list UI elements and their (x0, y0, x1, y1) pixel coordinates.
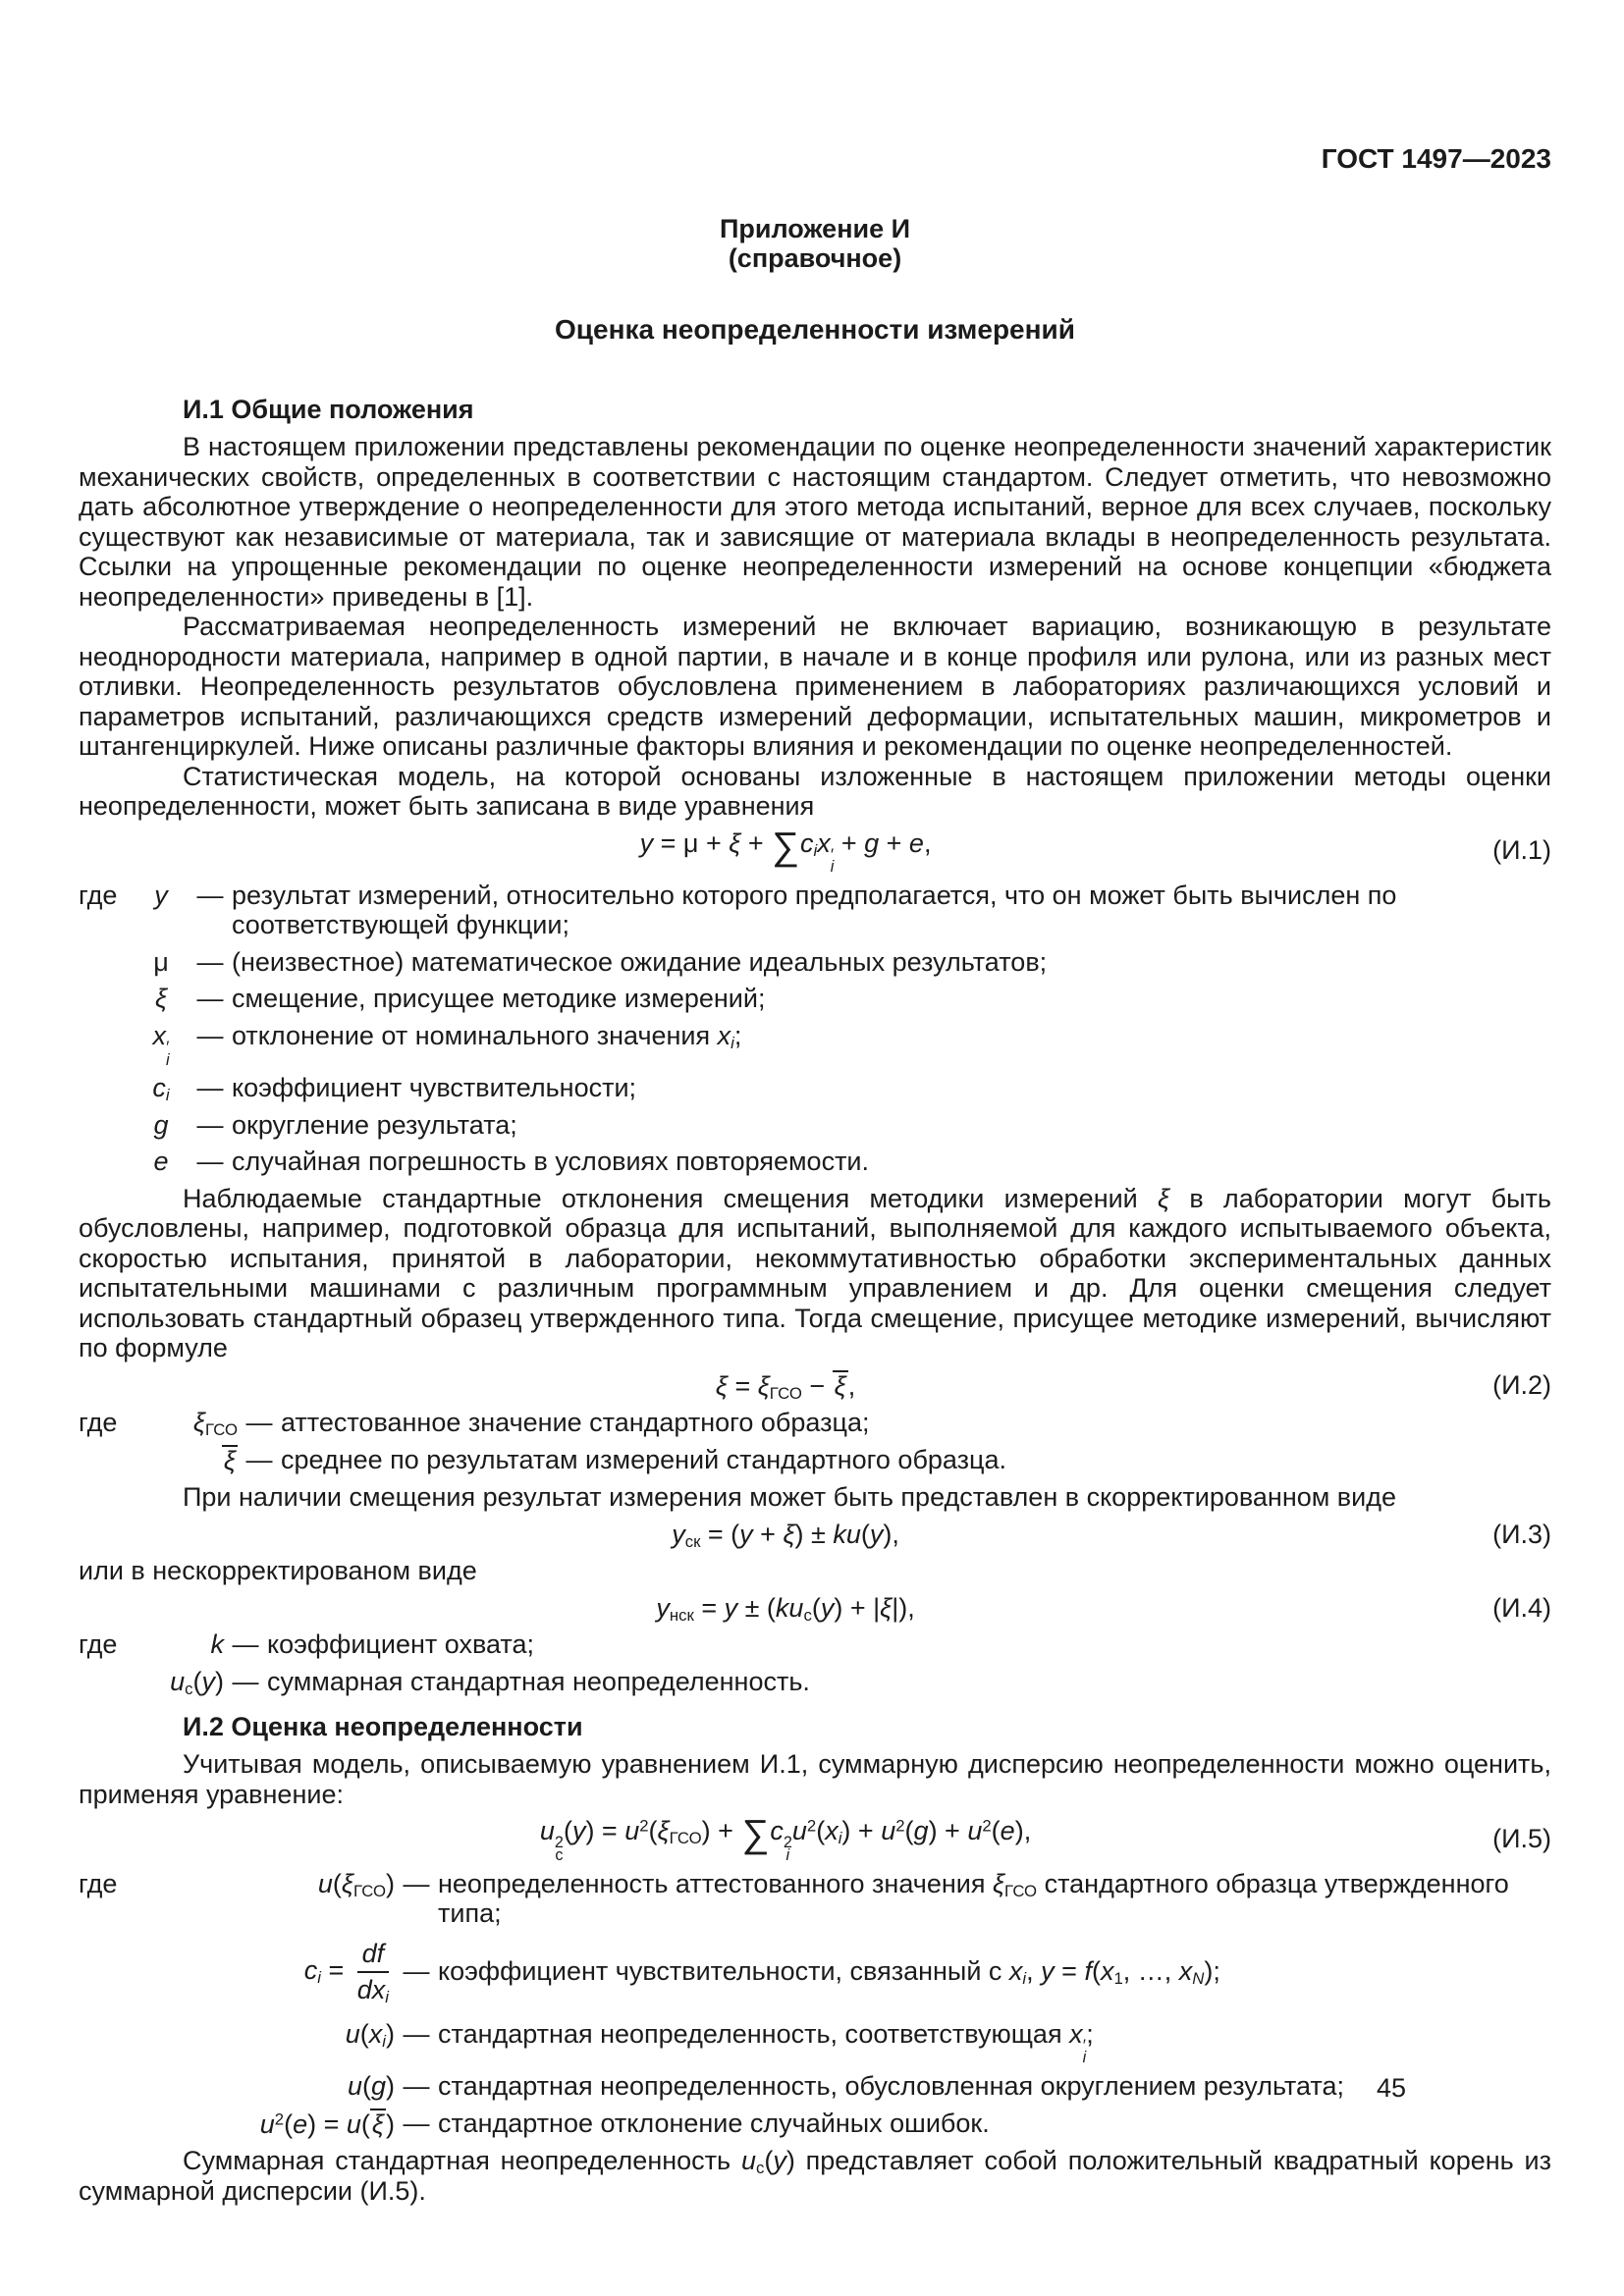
paragraph: Суммарная стандартная неопределенность $u_c(y)$ представляет собой положительный квадратный корень из суммарной дисперсии (И.5). (79, 2146, 1552, 2206)
def-term: $u^2(e) = u(\xi)$ (259, 2109, 395, 2139)
equation-tag: (И.3) (1492, 1519, 1551, 1549)
definition-row (79, 1408, 1551, 1438)
definition-row (79, 947, 1551, 978)
def-desc: результат измерений, относительно которого предполагается, что он может быть вычислен по соответствующей функции; (232, 880, 1397, 940)
definition-row (79, 1939, 1551, 2005)
equation-formula: $\xi = \xi_{ГСО} - \xi$, (715, 1370, 856, 1403)
definition-row (79, 2071, 1551, 2102)
def-term: y (154, 880, 168, 910)
def-term: e (153, 1147, 169, 1177)
def-dash: — (196, 1109, 224, 1140)
def-dash: — (196, 1073, 224, 1103)
def-term: k (210, 1629, 224, 1660)
def-term: $u_c(y)$ (170, 1666, 224, 1698)
def-term: $u(\xi_{ГСО})$ (317, 1868, 395, 1900)
def-term: x ′ i (152, 1020, 170, 1069)
definition-row (79, 1147, 1551, 1177)
def-term: u(g) (347, 2071, 395, 2102)
equation-i2 (79, 1370, 1551, 1402)
paragraph: Рассматриваемая неопределенность измерений не включает вариацию, возникающую в результате неоднородности материала, например в одной партии, в начале и в конце профиля или рулона, или из разных мест отливки. Неопределенность результатов обусловлена применением в лабораториях различающихся условий и параметров испытаний, различающихся средств измерений деформации, испытательных машин, микрометров и штангенциркулей. Ниже описаны различные факторы влияния и рекомендации по оценке неопределенностей. (79, 612, 1551, 761)
def-dash: — (232, 1629, 259, 1660)
equation-i3 (79, 1520, 1551, 1550)
where-label: где (79, 880, 118, 910)
section-heading-i2: И.2 Оценка неопределенности (183, 1712, 583, 1742)
def-desc: смещение, присущее методике измерений; (232, 984, 766, 1014)
def-desc: стандартное отклонение случайных ошибок. (438, 2108, 990, 2138)
def-dash: — (403, 2108, 430, 2138)
paragraph: В настоящем приложении представлены рекомендации по оценке неопределенности значений характеристик механических свойств, определенных в соответствии с настоящим стандартом. Следует отметить, что невозможно дать абсолютное утверждение о неопределенности для этого метода испытаний, верное для всех случаев, поскольку существуют как независимые от материала, так и зависящие от материала вклады в неопределенность результата. Ссылки на упрощенные рекомендации по оценке неопределенности измерений на основе концепции «бюджета неопределенности» приведены в [1]. (79, 432, 1551, 612)
def-dash: — (196, 1147, 224, 1177)
appendix-label: Приложение И (719, 214, 911, 243)
equation-tag: (И.4) (1492, 1592, 1551, 1623)
definition-row (79, 881, 1551, 940)
def-desc: стандартная неопределенность, обусловленная округлением результата; (438, 2071, 1344, 2102)
def-dash: — (196, 880, 224, 910)
def-dash: — (403, 2071, 430, 2102)
equation-i1 (79, 825, 1551, 877)
equation-formula: u 2 c $(y) = u^2(\xi_{ГСО}) + \sum c$ 2 i $u^2(x_i) + u^2(g) + u^2(e)$, (539, 1813, 1032, 1864)
def-dash: — (196, 984, 224, 1014)
where-label: где (79, 1629, 118, 1660)
equation-i5 (79, 1813, 1551, 1864)
def-dash: — (403, 2018, 430, 2049)
def-dash: — (232, 1666, 259, 1696)
def-term: $\xi_{ГСО}$ (192, 1408, 238, 1440)
def-desc: стандартная неопределенность, соответствующая x ′ i ; (438, 2018, 1094, 2067)
equation-formula: $y_{нск} = y \pm (ku_c(y) + |\xi|)$, (656, 1592, 915, 1625)
def-term: μ (153, 946, 169, 977)
paragraph: При наличии смещения результат измерения может быть представлен в скорректированном виде (183, 1482, 1397, 1513)
def-desc: округление результата; (232, 1109, 517, 1140)
def-dash: — (403, 1956, 430, 1987)
equation-formula: $y = \mu + \xi + \sum c_ix$ ′ i + g + e, (639, 825, 932, 877)
definition-row (79, 1020, 1551, 1069)
page-title: Оценка неопределенности измерений (555, 314, 1075, 345)
definition-row (79, 2109, 1551, 2140)
def-term: ξ (223, 1445, 236, 1475)
definition-row (79, 1869, 1551, 1929)
definition-row (79, 1629, 1551, 1660)
definition-row (79, 1073, 1551, 1103)
definition-row (79, 984, 1551, 1014)
definition-row (79, 1445, 1551, 1476)
def-term: g (153, 1109, 169, 1140)
definition-row (79, 1110, 1551, 1141)
def-dash: — (245, 1444, 273, 1474)
def-desc: случайная погрешность в условиях повторяемости. (232, 1147, 870, 1177)
def-term: $c_i$ (152, 1073, 170, 1105)
definition-row (79, 2018, 1551, 2067)
paragraph: Наблюдаемые стандартные отклонения смещения методики измерений ξ в лаборатории могут быть обусловлены, например, подготовкой образца для испытаний, выполняемой для каждого испытываемого объекта, скоростью испытания, принятой в лаборатории, некоммутативностью обработки экспериментальных данных испытательными машинами с различным программным управлением и др. Для оценки смещения следует использовать стандартный образец утвержденного типа. Тогда смещение, присущее методике измерений, вычисляют по формуле (79, 1183, 1551, 1363)
equation-formula: $y_{ск} = (y + \xi) \pm ku(y)$, (672, 1519, 899, 1551)
paragraph: Учитывая модель, описываемую уравнением И.1, суммарную дисперсию неопределенности можно оценить, применяя уравнение: (79, 1749, 1551, 1809)
def-dash: — (245, 1408, 273, 1438)
def-desc: коэффициент чувствительности; (232, 1073, 637, 1103)
def-desc: (неизвестное) математическое ожидание идеальных результатов; (232, 946, 1048, 977)
def-desc: среднее по результатам измерений стандартного образца. (281, 1444, 1007, 1474)
def-dash: — (403, 1868, 430, 1898)
def-term: $u(x_i)$ (345, 2018, 395, 2051)
def-dash: — (196, 946, 224, 977)
def-desc: суммарная стандартная неопределенность. (267, 1666, 810, 1696)
section-heading-i1: И.1 Общие положения (183, 395, 474, 424)
paragraph: или в нескорректированом виде (79, 1556, 477, 1586)
equation-i4 (79, 1593, 1551, 1624)
def-desc: аттестованное значение стандартного образца; (281, 1408, 870, 1438)
doc-code-header: ГОСТ 1497—2023 (1321, 143, 1551, 174)
page-number: 45 (1376, 2073, 1406, 2103)
where-label: где (79, 1868, 118, 1898)
definition-row (79, 1667, 1551, 1697)
def-desc: коэффициент чувствительности, связанный с $x_i$, $y = f(x_1$, …, $x_N$); (438, 1956, 1220, 1989)
appendix-heading (79, 214, 1551, 273)
def-term: $c_i$ = $\frac{df}{dx_i}$ (303, 1938, 389, 2006)
def-desc: неопределенность аттестованного значения $\xi_{ГСО}$ стандартного образца утвержденного типа; (438, 1868, 1509, 1929)
paragraph: Статистическая модель, на которой основаны изложенные в настоящем приложении методы оценки неопределенности, может быть записана в виде уравнения (79, 761, 1551, 821)
appendix-note: (справочное) (728, 243, 902, 273)
equation-tag: (И.2) (1492, 1370, 1551, 1401)
equation-tag: (И.5) (1492, 1824, 1551, 1854)
def-desc: отклонение от номинального значения $x_i$; (232, 1020, 742, 1053)
def-desc: коэффициент охвата; (267, 1629, 535, 1660)
where-label: где (79, 1408, 118, 1438)
def-dash: — (196, 1020, 224, 1050)
def-term: ξ (154, 984, 168, 1014)
equation-tag: (И.1) (1492, 835, 1551, 866)
